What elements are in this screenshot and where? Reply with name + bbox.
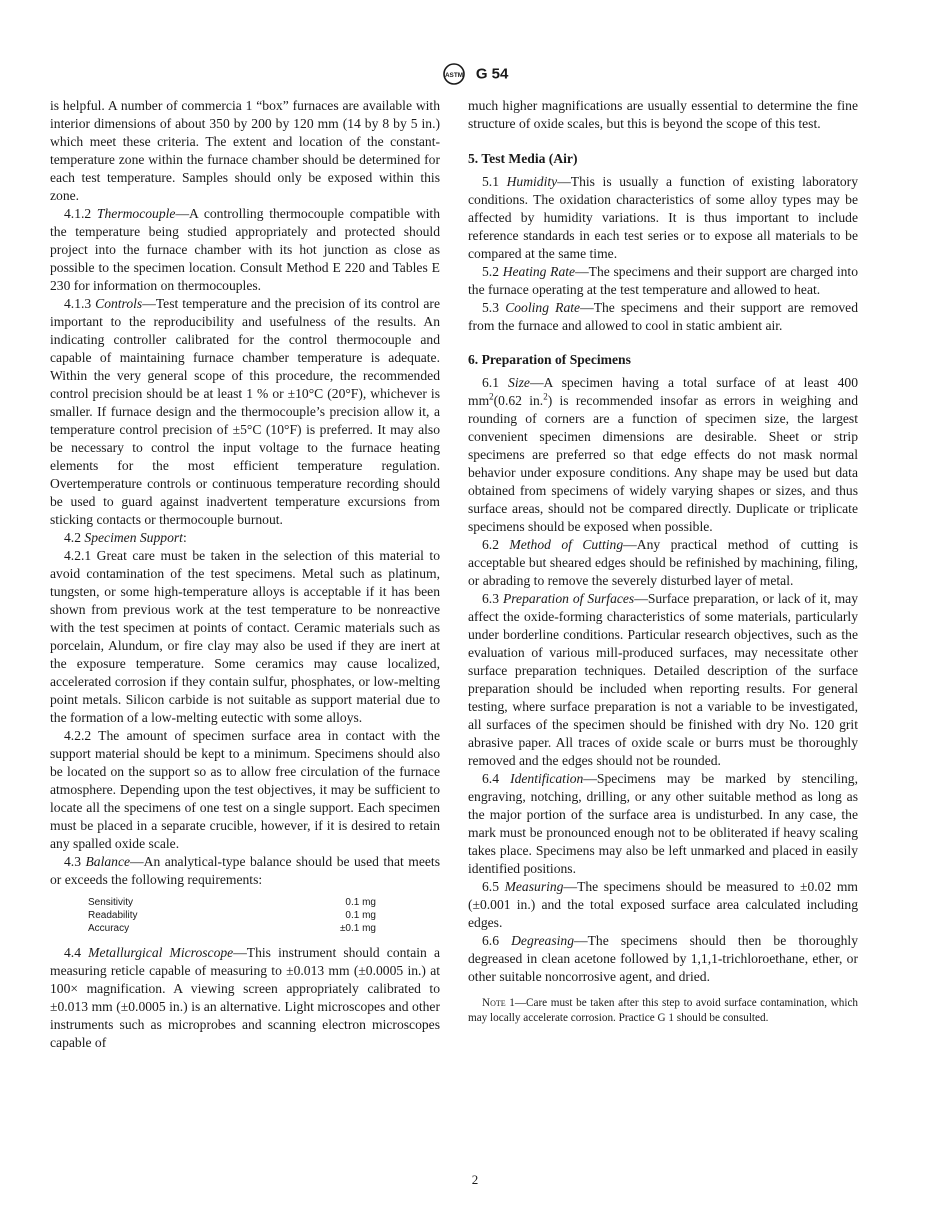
section-4-1-3: 4.1.3 Controls—Test temperature and the precision of its control are important to the reproducibility and usefulness of the results. An indicating controller calibrated for the control thermocouple and capable of maintaining furnace chamber temperature is adequate. Within the very general scope of this procedure, the recommended control precision should be at least 1 % or ±10°C (20°F), whichever is smaller. If furnace design and the thermocouple’s precision allow it, a temperature control precision of ±5°C (10°F) is preferred. It may also be necessary to control the input voltage to the furnace heating elements for the most efficient temperature regulation. Overtemperature controls or continuous temperature recording should be used to guard against inadvertent temperature excursions from sticking contacts or thermocouple burnout.: [50, 296, 440, 527]
section-6-3: 6.3 Preparation of Surfaces—Surface preparation, or lack of it, may affect the oxide-forming characteristics of some materials, particularly under borderline conditions. Particular research objectives, such as the evaluation of various mill-produced surfaces, may necessitate other surface preparation techniques. Detailed description of the surface preparation should be included when reporting results. For general testing, where surface preparation is not a variable to be investigated, all surfaces of the specimen should be finished with dry No. 120 grit abrasive paper. All traces of oxide scale or burrs must be thoroughly removed and the edges should not be rounded.: [468, 591, 859, 768]
svg-text:ASTM: ASTM: [444, 72, 463, 79]
section-4-1-2: 4.1.2 Thermocouple—A controlling thermocouple compatible with the temperature being studied appropriately and protected should project into the furnace chamber with its hot junction as close as possible to the specimen location. Consult Method E 220 and Tables E 230 for information on thermocouples.: [50, 206, 440, 293]
section-6-4: 6.4 Identification—Specimens may be marked by stenciling, engraving, notching, drilling, or any other suitable method as long as the major portion of the surface area is undisturbed. In any case, the mark must be pronounced enough not to be obliterated if heavy scaling takes place. Specimens may also be left unmarked and placed in easily identified positions.: [468, 771, 858, 876]
paragraph-continuation: is helpful. A number of commercia 1 “box” furnaces are available with interior dimensions of about 350 by 200 by 120 mm (14 by 8 by 5 in.) which meet these criteria. The extent and location of the constant-temperature zone within the furnace chamber should be determined for each test temperature. Samples should only be exposed within this zone.: [50, 98, 440, 203]
note-1: Note 1—Care must be taken after this step to avoid surface contamination, which may locally accelerate corrosion. Practice G 1 should be consulted.: [468, 997, 859, 1024]
spec-label: Readability: [88, 910, 138, 921]
section-5-2: 5.2 Heating Rate—The specimens and their support are charged into the furnace operating at the test temperature and allowed to heat.: [468, 264, 858, 297]
spec-value: 0.1 mg: [345, 910, 376, 921]
spec-label: Sensitivity: [88, 897, 134, 908]
balance-requirements-table: [88, 896, 376, 935]
section-5-1: 5.1 Humidity—This is usually a function of existing laboratory conditions. The oxidation characteristics of some alloy types may be affected by humidity variations. It is thus important to include reference standards in each test series or to expose all materials to be compared at the same time.: [468, 174, 858, 261]
section-6-6: 6.6 Degreasing—The specimens should then be thoroughly degreased in clean acetone followed by 1,1,1-trichloroethane, ether, or other suitable noncorrosive agent, and dried.: [468, 933, 858, 984]
section-6-1: 6.1 Size—A specimen having a total surface of at least 400 $mm^2(0.62$ in.$^2$) is recommended insofar as errors in weighing and rounding of corners are a function of specimen size, the largest convenient specimen dimensions are desirable. Sheet or strip specimens are preferred so that edge effects do not mask normal behavior under exposure conditions. Any shape may be used but data obtained from specimens of widely varying shapes or sizes, and thus surface areas, should not be compared directly. Duplicate or triplicate specimens should be exposed when possible.: [468, 375, 859, 534]
paragraph-continuation: much higher magnifications are usually essential to determine the fine structure of oxide scales, but this is beyond the scope of this test.: [468, 98, 858, 131]
section-6-2: 6.2 Method of Cutting—Any practical method of cutting is acceptable but sheared edges should be refinished by machining, filing, or abrading to remove the severely disturbed layer of metal.: [468, 537, 858, 588]
section-4-2-1: 4.2.1 Great care must be taken in the selection of this material to avoid contamination of the test specimens. Metal such as platinum, tungsten, or some high-temperature alloys is acceptable if it has been shown from previous work at the test temperature to be nonreactive with the test specimen at points of contact. Ceramic materials such as porcelain, Alundum, or fire clay may also be used if they are inert at the exposure temperature. Some ceramics may cause localized, accelerated corrosion if they contain sulfur, phosphates, or low-melting point metals. Silicon carbide is not suitable as support material due to the formation of a low-melting eutectic with some alloys.: [50, 548, 440, 725]
spec-label: Accuracy: [88, 923, 130, 934]
astm-logo-icon: [442, 63, 466, 85]
section-4-2: 4.2 Specimen Support:: [64, 530, 187, 545]
left-column: [50, 97, 440, 1052]
section-4-2-2: 4.2.2 The amount of specimen surface area in contact with the support material should be kept to a minimum. Specimens should also be located on the support so as to allow free circulation of the furnace atmosphere. Depending upon the test objectives, it may be sufficient to locate all the specimens of one test on a single support. Each specimen must be placed in a separate crucible, however, if it is desired to retain any spalled oxide scale.: [50, 728, 441, 851]
table-row: [88, 922, 376, 935]
section-5-3: 5.3 Cooling Rate—The specimens and their support are removed from the furnace and allowed to cool in static ambient air.: [468, 300, 858, 333]
section-6-heading: 6. Preparation of Specimens: [468, 352, 631, 367]
section-5-heading: 5. Test Media (Air): [468, 151, 578, 166]
right-column: [468, 97, 858, 1026]
spec-value: 0.1 mg: [345, 897, 376, 908]
section-4-3: 4.3 Balance—An analytical-type balance should be used that meets or exceeds the following requirements:: [50, 854, 440, 887]
spec-value: ±0.1 mg: [339, 923, 376, 934]
page-number: 2: [471, 1172, 479, 1187]
table-row: [88, 896, 376, 909]
section-4-4: 4.4 Metallurgical Microscope—This instrument should contain a measuring reticle capable of measuring to ±0.013 mm (±0.0005 in.) at 100× magnification. A viewing screen appropriately calibrated to ±0.013 mm (±0.0005 in.) is an alternative. Light microscopes and other instruments such as microprobes and scanning electron microscopes capable of: [50, 945, 440, 1050]
standard-designation: G 54: [475, 65, 509, 83]
page-header: [0, 63, 950, 85]
section-6-5: 6.5 Measuring—The specimens should be measured to ±0.02 mm (±0.001 in.) and the total exposed surface area calculated including edges.: [468, 879, 858, 930]
table-row: [88, 909, 376, 922]
